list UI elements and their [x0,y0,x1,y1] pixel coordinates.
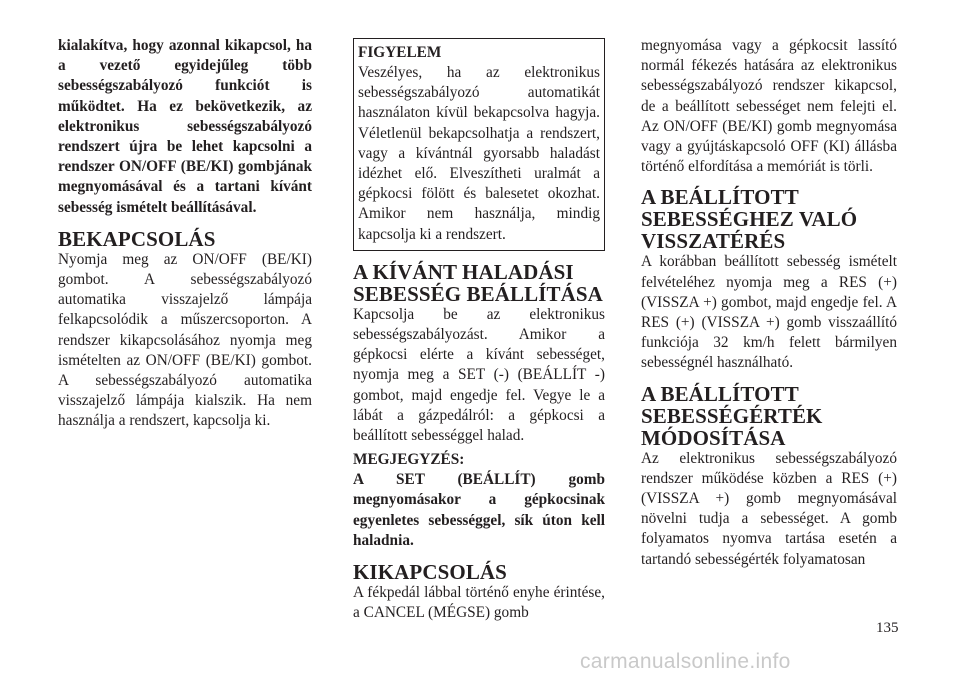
middle-column [353,38,605,623]
section-heading-visszateres: A BEÁLLÍTOTT SEBESSÉGHEZ VALÓ VISSZATÉRÉS [641,185,858,254]
warning-box [353,38,605,251]
section-heading-bekapcsolas: BEKAPCSOLÁS [58,226,216,251]
continued-paragraph: megnyomása vagy a gépkocsit lassító normál fékezés hatására az elektronikus sebességszabályozó rendszer kikapcsol, de a beállított sebességet nem felejti el. Az ON/OFF (BE/KI) gomb megnyomása vagy a gyújtáskapcsoló OFF (KI) állásba történő elfordítása a memóriát is törli. [641,37,897,176]
beallitas-paragraph: Kapcsolja be az elektronikus sebességszabályozást. Amikor a gépkocsi elérte a kívánt sebességet, nyomja meg a SET (-) (BEÁLLÍT -) gombot, majd engedje fel. Vegye le a lábát a gázpedálról: a gépkocsi a beállított sebességgel halad. [353,305,605,445]
modositas-paragraph: Az elektronikus sebességszabályozó rendszer működése közben a RES (+) (VISSZA +) gomb megnyomásával növelni tudja a sebességet. A gomb folyamatos nyomva tartása esetén a tartandó sebességérték folyamatosan [641,449,897,568]
section-heading-modositas: A BEÁLLÍTOTT SEBESSÉGÉRTÉK MÓDOSÍTÁSA [641,381,823,450]
warning-title: FIGYELEM [358,44,442,61]
left-column [58,36,312,432]
section-heading-kikapcsolas: KIKAPCSOLÁS [353,560,507,585]
note-text: A SET (BEÁLLÍT) gomb megnyomásakor a gépkocsinak egyenletes sebességgel, sík úton kell haladnia. [353,471,605,549]
section-heading-sebesseg-beallitasa: A KÍVÁNT HALADÁSI SEBESSÉG BEÁLLÍTÁSA [353,259,603,306]
warning-text: Veszélyes, ha az elektronikus sebességszabályozó automatikát használaton kívül bekapcsolva hagyja. Véletlenül bekapcsolhatja a rendszert, vagy a kívántnál gyorsabb haladást idézhet elő. Elveszítheti uralmát a gépkocsi fölött és balesetet okozhat. Amikor nem használja, mindig kapcsolja ki a rendszert. [358,64,600,243]
intro-paragraph: kialakítva, hogy azonnal kikapcsol, ha a vezető egyidejűleg több sebességszabályozó funkciót is működtet. Ha ez bekövetkezik, az elektronikus sebességszabályozó rendszert újra be lehet kapcsolni a rendszer ON/OFF (BE/KI) gombjának megnyomásával és a tartani kívánt sebesség ismételt beállításával. [58,37,312,216]
page-number: 135 [876,620,899,636]
right-column [641,36,897,570]
bekapcsolas-paragraph: Nyomja meg az ON/OFF (BE/KI) gombot. A sebességszabályozó automatika visszajelző lámpája felkapcsolódik a műszercsoporton. A rendszer kikapcsolásához nyomja meg ismételten az ON/OFF (BE/KI) gombot. A sebességszabályozó automatika visszajelző lámpája kialszik. Ha nem használja a rendszert, kapcsolja ki. [58,250,312,430]
watermark: carmanualsonline.info [580,650,791,673]
note-label: MEGJEGYZÉS: [353,451,465,469]
visszateres-paragraph: A korábban beállított sebesség ismételt felvételéhez nyomja meg a RES (+) (VISSZA +) gombot, majd engedje fel. A RES (+) (VISSZA +) gomb visszaállító funkciója 32 km/h felett bármilyen sebességnél használható. [641,253,897,372]
kikapcsolas-paragraph: A fékpedál lábbal történő enyhe érintése, a CANCEL (MÉGSE) gomb [353,584,605,622]
